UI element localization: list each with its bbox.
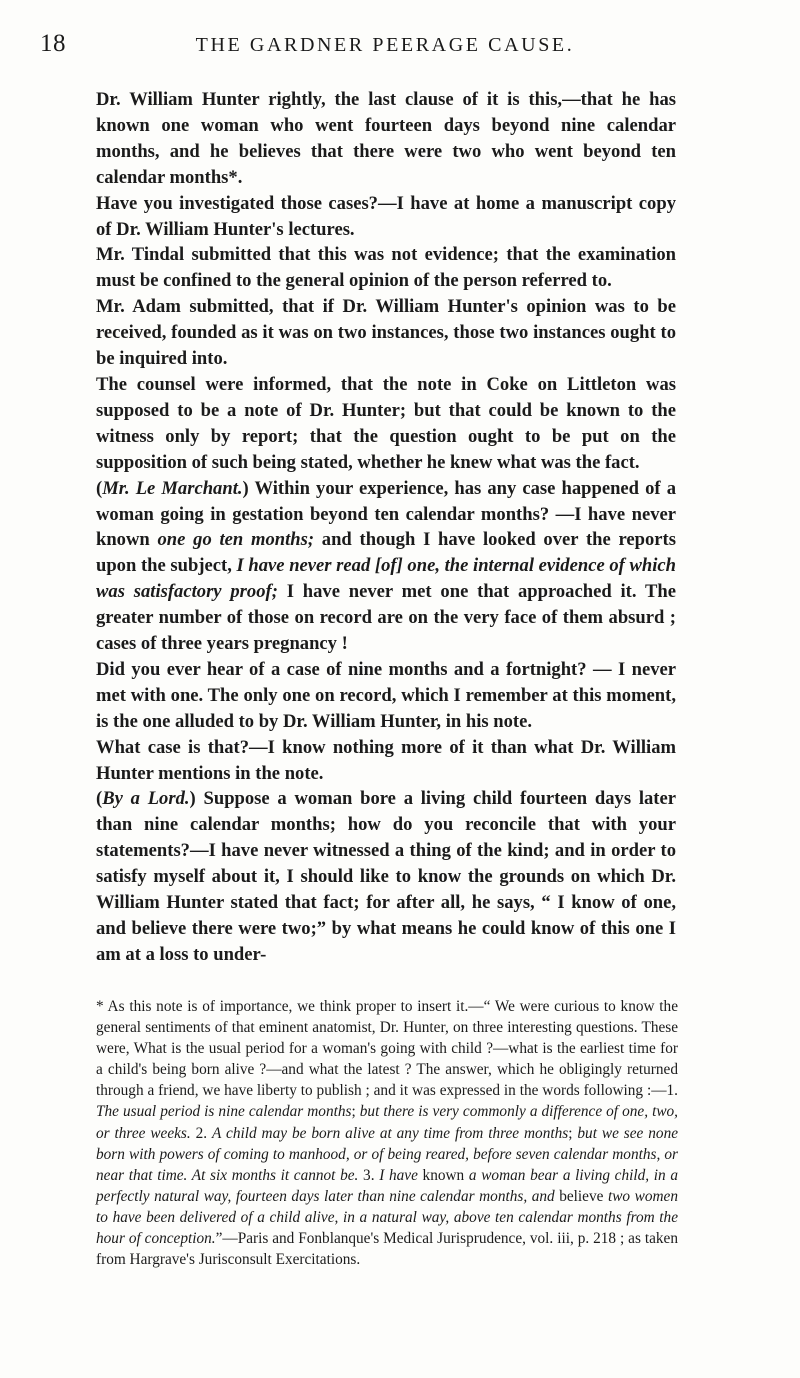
text-run: Dr. William Hunter rightly, the last clause of it is this,—that he has known one woman who went fourteen days beyond nine calendar months, and he believes that there were two who went beyond ten calendar months*. [96, 89, 676, 188]
text-run: Mr. Tindal submitted that this was not evidence; that the examination must be confined to the general opinion of the person referred to. [96, 244, 676, 292]
italic-text: Mr. Le Marchant. [102, 477, 243, 499]
running-title: THE GARDNER PEERAGE CAUSE. [195, 34, 575, 56]
text-run: ( [96, 788, 103, 810]
italic-text: A child may be born alive at any time from three months [212, 1124, 569, 1142]
text-run: Mr. Adam submitted, that if Dr. William Hunter's opinion was to be received, founded as it was on two instances, those two instances ought to be inquired into. [96, 296, 676, 370]
footnote [96, 996, 678, 1270]
page-number: 18 [40, 30, 66, 57]
text-run: 2. [190, 1124, 213, 1142]
text-run: Have you investigated those cases?—I have at home a manuscript copy of Dr. William Hunter's lectures. [96, 192, 676, 240]
text-run: ”—Paris and Fonblanque's Medical Jurisprudence, vol. iii, p. 218 ; as taken from Hargrave's Jurisconsult Exercitations. [96, 1230, 678, 1269]
text-run: ) Suppose a woman bore a living child fourteen days later than nine calendar months; how do you reconcile that with your statements?—I have never witnessed a thing of the kind; and in order to satisfy myself about it, I should like to know the grounds on which Dr. William Hunter stated that fact; for after all, he says, “ I know of one, and believe there were two;” by what means he could know of this one I am at a loss to under- [96, 788, 676, 965]
text-run: The counsel were informed, that the note in Coke on Littleton was supposed to be a note of Dr. Hunter; but that could be known to the witness only by report; that the question ought to be put on the supposition of such being stated, whether he knew what was the fact. [96, 373, 676, 473]
text-run: ; [568, 1124, 578, 1142]
italic-text: By a Lord. [102, 788, 190, 810]
italic-text: I have [379, 1166, 418, 1184]
text-run: * As this note is of importance, we think proper to insert it.—“ We were curious to know the general sentiments of that eminent anatomist, Dr. Hunter, on three interesting questions. These were, What is the usual period for a woman's going with child ?—what is the earliest time for a child's being born alive ?—and what the latest ? The answer, which he obligingly returned through a friend, we have liberty to publish ; and it was expressed in the words following :—1. [96, 998, 678, 1100]
paragraph [96, 735, 676, 787]
text-run: 3. [358, 1166, 380, 1184]
italic-text: I have never read [of] one, the internal evidence of which was satisfactory proof; [96, 555, 676, 603]
text-run: ) Within your experience, has any case happened of a woman going in gestation beyond ten calendar months? —I have never known [96, 477, 676, 551]
footnote-paragraph [96, 996, 678, 1270]
paragraph [96, 657, 676, 735]
text-run: I have never met one that approached it. The greater number of those on record are on the very face of them absurd ; cases of three years pregnancy ! [96, 581, 676, 655]
paragraph [96, 191, 676, 243]
paragraph [96, 476, 676, 657]
paragraph [96, 786, 676, 967]
text-run: believe [554, 1187, 608, 1205]
paragraph [96, 242, 676, 294]
page-header [40, 30, 690, 70]
text-run: and though I have looked over the reports upon the subject, [96, 529, 676, 577]
italic-text: two women to have been delivered of a child alive, in a natural way, above ten calendar months from the hour of conception. [96, 1187, 678, 1248]
text-run: known [417, 1166, 469, 1184]
paragraph [96, 294, 676, 372]
text-run: What case is that?—I know nothing more of it than what Dr. William Hunter mentions in the note. [96, 736, 676, 784]
italic-text: but we see none born with powers of coming to manhood, or of being reared, before seven calendar months, or near that time. At six months it cannot be. [96, 1124, 679, 1184]
italic-text: a woman bear a living child, in a perfectly natural way, fourteen days later than nine calendar months, and [96, 1166, 678, 1205]
main-text [96, 87, 676, 968]
italic-text: The usual period is nine calendar months [96, 1103, 352, 1121]
paragraph [96, 87, 676, 191]
italic-text: but there is very commonly a difference of one, two, or three weeks. [96, 1103, 678, 1142]
paragraph [96, 372, 676, 476]
text-run: Did you ever hear of a case of nine months and a fortnight? — I never met with one. The only one on record, which I remember at this moment, is the one alluded to by Dr. William Hunter, in his note. [96, 658, 676, 732]
text-run: ; [351, 1103, 360, 1121]
italic-text: one go ten months; [157, 529, 315, 551]
text-run: ( [96, 477, 103, 499]
